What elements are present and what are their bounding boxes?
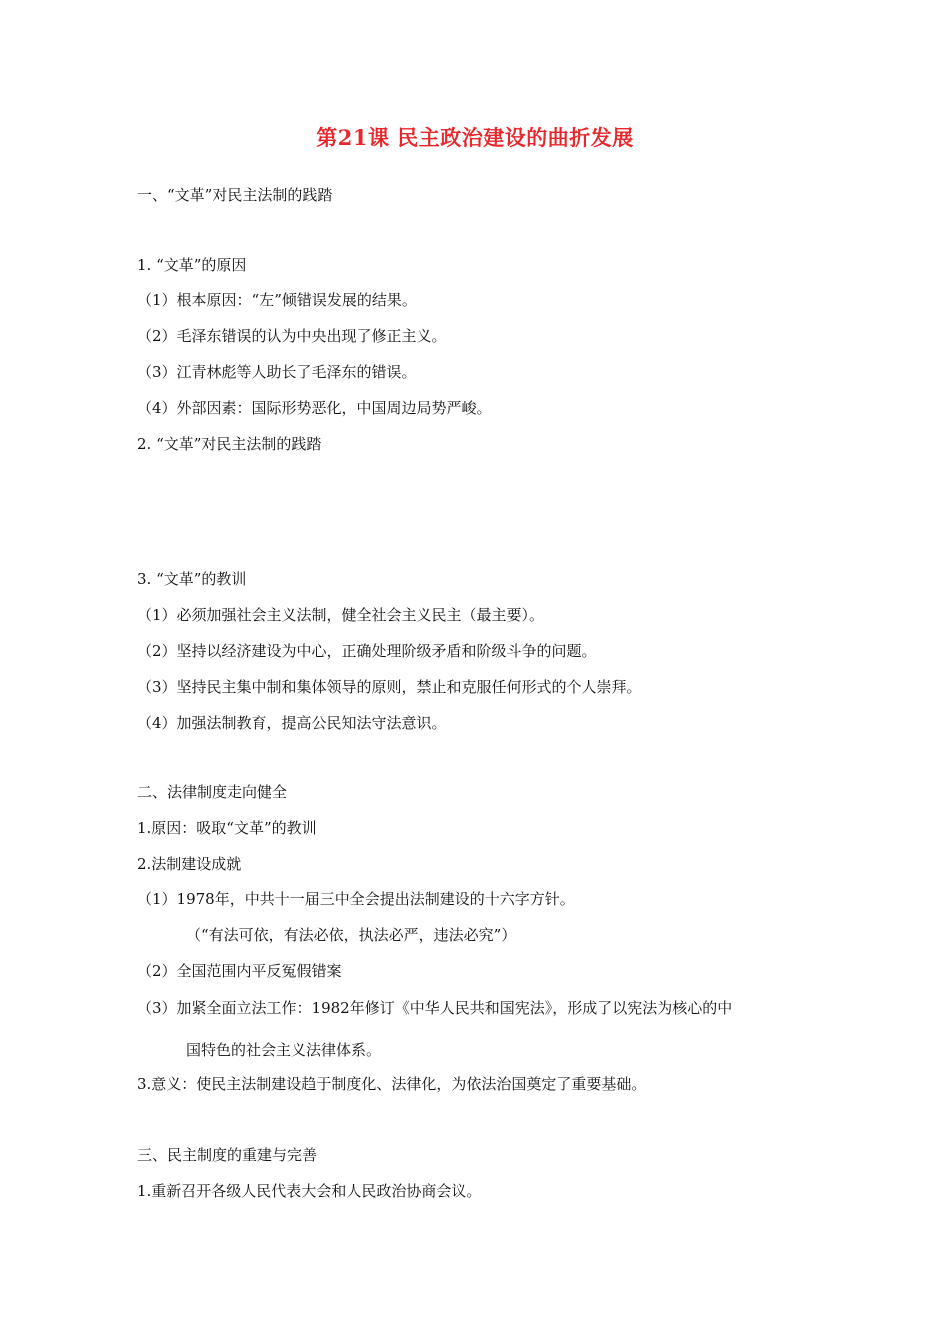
- list-item: （4）加强法制教育，提高公民知法守法意识。: [137, 714, 447, 732]
- subheading-1-1: 1. “文革”的原因: [137, 256, 247, 274]
- list-item: （2）全国范围内平反冤假错案: [137, 962, 342, 980]
- subheading-2-2: 2.法制建设成就: [137, 855, 242, 873]
- list-item: （1）根本原因：“左”倾错误发展的结果。: [137, 291, 417, 309]
- list-item: （2）毛泽东错误的认为中央出现了修正主义。: [137, 327, 447, 345]
- subheading-3-1: 1.重新召开各级人民代表大会和人民政治协商会议。: [137, 1182, 482, 1200]
- list-item: （4）外部因素：国际形势恶化，中国周边局势严峻。: [137, 399, 492, 417]
- list-item: （1）1978年，中共十一届三中全会提出法制建设的十六字方针。: [137, 890, 575, 908]
- subheading-1-3: 3. “文革”的教训: [137, 570, 247, 588]
- list-item: （3）江青林彪等人助长了毛泽东的错误。: [137, 363, 417, 381]
- section-heading-3: 三、民主制度的重建与完善: [137, 1146, 318, 1164]
- subheading-2-1: 1.原因：吸取“文革”的教训: [137, 819, 317, 837]
- lesson-title: 第21课 民主政治建设的曲折发展: [316, 125, 634, 150]
- list-item-continuation: 国特色的社会主义法律体系。: [186, 1041, 382, 1059]
- section-heading-2: 二、法律制度走向健全: [137, 783, 288, 801]
- list-item-note: （“有法可依，有法必依，执法必严，违法必究”）: [186, 926, 517, 944]
- list-item: （3）坚持民主集中制和集体领导的原则，禁止和克服任何形式的个人崇拜。: [137, 678, 642, 696]
- subheading-2-3: 3.意义：使民主法制建设趋于制度化、法律化，为依法治国奠定了重要基础。: [137, 1075, 647, 1093]
- list-item: （3）加紧全面立法工作：1982年修订《中华人民共和国宪法》，形成了以宪法为核心的中: [137, 999, 733, 1017]
- section-heading-1: 一、“文革”对民主法制的践踏: [137, 186, 333, 204]
- list-item: （1）必须加强社会主义法制，健全社会主义民主（最主要）。: [137, 606, 545, 624]
- subheading-1-2: 2. “文革”对民主法制的践踏: [137, 435, 322, 453]
- list-item: （2）坚持以经济建设为中心，正确处理阶级矛盾和阶级斗争的问题。: [137, 642, 597, 660]
